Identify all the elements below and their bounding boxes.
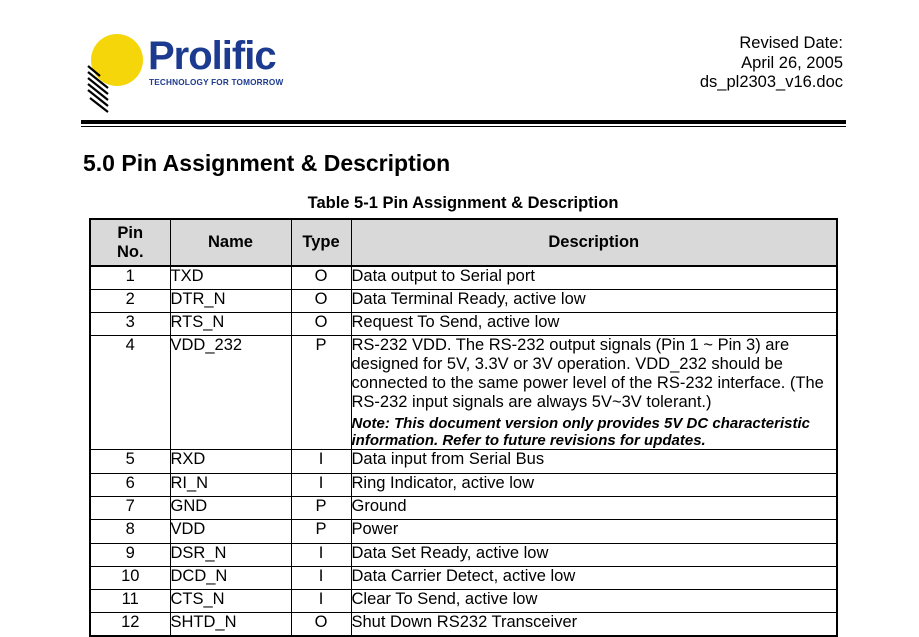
pin-name: VDD [170,520,291,543]
section-title: 5.0 Pin Assignment & Description [83,150,451,176]
table-row [90,496,837,519]
pin-number: 5 [90,450,170,473]
prolific-logo [86,32,301,116]
pin-type: O [291,289,351,312]
table-row [90,590,837,613]
table-row [90,450,837,473]
brand-name: Prolific [148,34,276,78]
pin-number: 12 [90,613,170,636]
pin-name: CTS_N [170,590,291,613]
table-caption: Table 5-1 Pin Assignment & Description [307,194,619,212]
table-row [90,266,837,289]
pin-description: Ring Indicator, active low [351,473,837,496]
table-row [90,566,837,589]
pin-number: 2 [90,289,170,312]
table-row [90,289,837,312]
table-row [90,336,837,450]
header-pin-line1: Pin [117,223,144,242]
pin-type: I [291,566,351,589]
pin-description: Data Terminal Ready, active low [351,289,837,312]
pin-type: I [291,450,351,473]
pin-name: RI_N [170,473,291,496]
pin-type: O [291,266,351,289]
pin-description [351,336,837,450]
pin-table [89,218,838,637]
header-name: Name [170,219,291,266]
revised-label: Revised Date: [739,34,843,52]
table-header-row [90,219,837,266]
pin-name: TXD [170,266,291,289]
pin-number: 10 [90,566,170,589]
pin-type: P [291,496,351,519]
pin-type: I [291,543,351,566]
pin-type: O [291,613,351,636]
pin-name: RXD [170,450,291,473]
pin-description: Request To Send, active low [351,313,837,336]
pin-name: DCD_N [170,566,291,589]
table-row [90,520,837,543]
pin-description: Ground [351,496,837,519]
pin-number: 8 [90,520,170,543]
pin-type: I [291,590,351,613]
pin-number: 11 [90,590,170,613]
pin-name: RTS_N [170,313,291,336]
sun-logo-icon [86,32,148,116]
pin-type: P [291,336,351,450]
pin-description: Data Carrier Detect, active low [351,566,837,589]
pin-number: 1 [90,266,170,289]
pin-number: 3 [90,313,170,336]
table-row [90,313,837,336]
pin-type: P [291,520,351,543]
pin-description: Data output to Serial port [351,266,837,289]
pin-description: Power [351,520,837,543]
pin-name: GND [170,496,291,519]
pin-name: DSR_N [170,543,291,566]
revised-date: April 26, 2005 [741,53,843,72]
pin-description: Clear To Send, active low [351,590,837,613]
header-pin-no [90,219,170,266]
header-type: Type [291,219,351,266]
header-description: Description [351,219,837,266]
header-pin-line2: No. [116,242,144,261]
pin-name: SHTD_N [170,613,291,636]
pin-name: VDD_232 [170,336,291,450]
table-row [90,543,837,566]
header-rule-thick [81,120,846,124]
pin-number: 7 [90,496,170,519]
pin-number: 6 [90,473,170,496]
document-filename: ds_pl2303_v16.doc [699,73,843,91]
table-row [90,613,837,636]
pin-name: DTR_N [170,289,291,312]
table-row [90,473,837,496]
pin-description: Data input from Serial Bus [351,450,837,473]
pin-type: I [291,473,351,496]
pin-description-text: RS-232 VDD. The RS-232 output signals (Pin 1 ~ Pin 3) are designed for 5V, 3.3V or 3V operation. VDD_232 should be connected to the same power level of the RS-232 interface. (The RS-232 input signals are always 5V~3V tolerant.) [351,336,824,412]
pin-description: Shut Down RS232 Transceiver [351,613,837,636]
header-rule-thin [81,126,846,127]
brand-tagline: TECHNOLOGY FOR TOMORROW [149,78,284,87]
pin-number: 4 [90,336,170,450]
pin-type: O [291,313,351,336]
pin-description: Data Set Ready, active low [351,543,837,566]
pin-number: 9 [90,543,170,566]
pin-description-note: Note: This document version only provides 5V DC characteristic information. Refer to future revisions for updates. [351,415,810,450]
document-info [700,34,843,93]
